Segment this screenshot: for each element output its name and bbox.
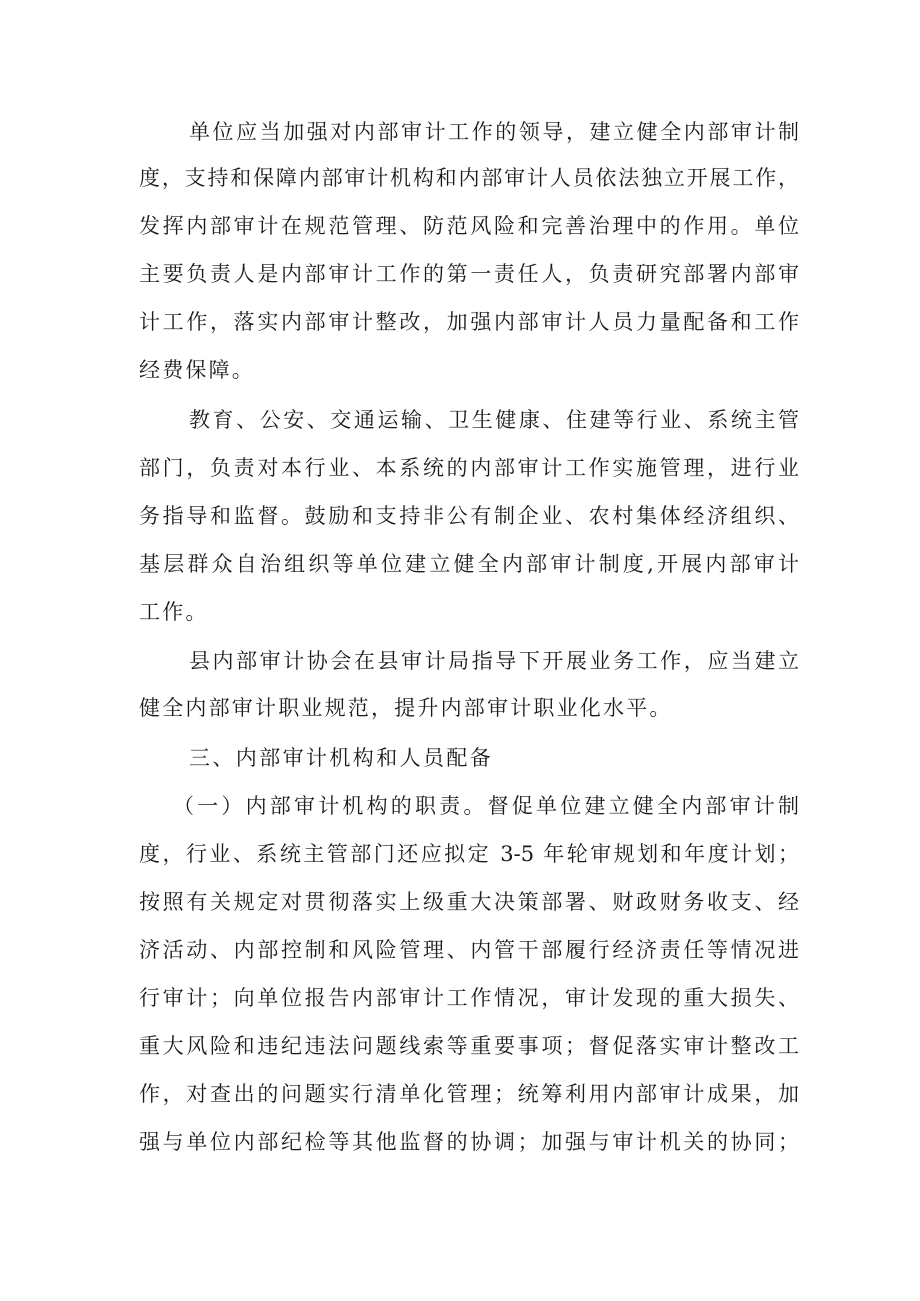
paragraph-4-line-6: 重大风险和违纪违法问题线索等重要事项；督促落实审计整改工 (139, 1034, 799, 1058)
paragraph-2-line-1: 教育、公安、交通运输、卫生健康、住建等行业、系统主管 (189, 408, 799, 432)
paragraph-4-line-5: 行审计；向单位报告内部审计工作情况，审计发现的重大损失、 (139, 986, 799, 1010)
paragraph-1-line-2: 度，支持和保障内部审计机构和内部审计人员依法独立开展工作， (139, 166, 799, 190)
paragraph-4-line-3: 按照有关规定对贯彻落实上级重大决策部署、财政财务收支、经 (139, 890, 799, 914)
paragraph-4-line-7: 作，对查出的问题实行清单化管理；统筹利用内部审计成果，加 (139, 1082, 799, 1106)
paragraph-4-line-2: 度，行业、系统主管部门还应拟定 3-5 年轮审规划和年度计划； (139, 842, 799, 866)
paragraph-3-line-1: 县内部审计协会在县审计局指导下开展业务工作，应当建立 (189, 649, 799, 673)
paragraph-4-line-1: （一）内部审计机构的职责。督促单位建立健全内部审计制 (173, 794, 799, 818)
paragraph-2-line-3: 务指导和监督。鼓励和支持非公有制企业、农村集体经济组织、 (139, 504, 799, 528)
section-heading: 三、内部审计机构和人员配备 (189, 746, 494, 770)
paragraph-3-line-2: 健全内部审计职业规范，提升内部审计职业化水平。 (139, 696, 673, 720)
paragraph-2-line-4: 基层群众自治组织等单位建立健全内部审计制度,开展内部审计 (139, 552, 799, 576)
paragraph-2-line-2: 部门，负责对本行业、本系统的内部审计工作实施管理，进行业 (139, 456, 799, 480)
paragraph-4-line-8: 强与单位内部纪检等其他监督的协调；加强与审计机关的协同； (139, 1130, 799, 1154)
paragraph-1-line-3: 发挥内部审计在规范管理、防范风险和完善治理中的作用。单位 (139, 214, 799, 238)
paragraph-1-line-4: 主要负责人是内部审计工作的第一责任人，负责研究部署内部审 (139, 262, 799, 286)
paragraph-1-line-1: 单位应当加强对内部审计工作的领导，建立健全内部审计制 (189, 120, 799, 144)
paragraph-2-line-5: 工作。 (139, 600, 209, 624)
paragraph-1-line-6: 经费保障。 (139, 358, 255, 382)
paragraph-4-line-4: 济活动、内部控制和风险管理、内管干部履行经济责任等情况进 (139, 938, 799, 962)
paragraph-1-line-5: 计工作，落实内部审计整改，加强内部审计人员力量配备和工作 (139, 310, 799, 334)
